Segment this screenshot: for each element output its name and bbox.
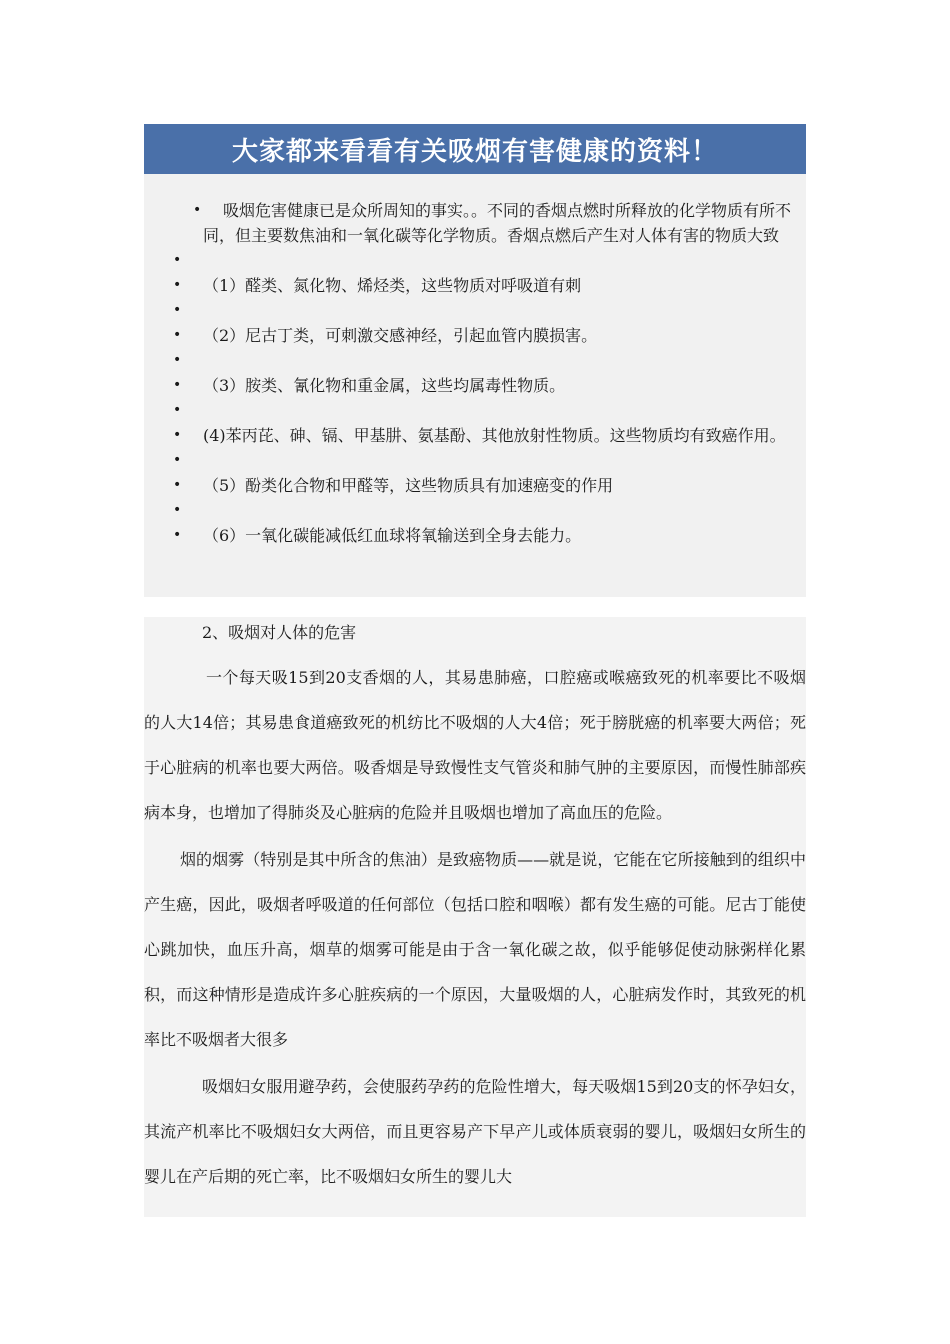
- list-item: • （3）胺类、氰化物和重金属，这些均属毒性物质。: [144, 373, 806, 398]
- list-item: [144, 498, 806, 523]
- list-item: • 吸烟危害健康已是众所周知的事实。。不同的香烟点燃时所释放的化学物质有所不同，但主要数焦油和一氧化碳等化学物质。香烟点燃后产生对人体有害的物质大致: [144, 198, 806, 248]
- list-item: [144, 398, 806, 423]
- title-banner: [144, 124, 806, 174]
- list-item: • （6）一氧化碳能减低红血球将氧输送到全身去能力。: [144, 523, 806, 548]
- list-item: • （1）醛类、氮化物、烯烃类，这些物质对呼吸道有刺: [144, 273, 806, 298]
- paragraph-cancer-risk: 一个每天吸15到20支香烟的人，其易患肺癌，口腔癌或喉癌致死的机率要比不吸烟的人大14倍；其易患食道癌致死的机纺比不吸烟的人大4倍；死于膀胱癌的机率要大两倍；死于心脏病的机率也要大两倍。吸香烟是导致慢性支气管炎和肺气肿的主要原因，而慢性肺部疾病本身，也增加了得肺炎及心脏病的危险并且吸烟也增加了高血压的危险。: [144, 668, 806, 822]
- section-heading: 2、吸烟对人体的危害: [202, 623, 357, 642]
- health-hazards-section: [144, 617, 806, 1199]
- page-title: 大家都来看看有关吸烟有害健康的资料！: [231, 136, 718, 167]
- list-item: • (4)苯丙芘、砷、镉、甲基肼、氨基酚、其他放射性物质。这些物质均有致癌作用。: [144, 423, 806, 448]
- list-item: • （2）尼古丁类，可刺激交感神经，引起血管内膜损害。: [144, 323, 806, 348]
- list-item: [144, 248, 806, 273]
- paragraph-women-smoking: 吸烟妇女服用避孕药，会使服药孕药的危险性增大，每天吸烟15到20支的怀孕妇女，其流产机率比不吸烟妇女大两倍，而且更容易产下早产儿或体质衰弱的婴儿，吸烟妇女所生的婴儿在产后期的死亡率，比不吸烟妇女所生的婴儿大: [144, 1077, 806, 1186]
- list-item: • （5）酚类化合物和甲醛等，这些物质具有加速癌变的作用: [144, 473, 806, 498]
- list-item: [144, 348, 806, 373]
- paragraph-tar-smoke: 烟的烟雾（特别是其中所含的焦油）是致癌物质——就是说，它能在它所接触到的组织中产生癌，因此，吸烟者呼吸道的任何部位（包括口腔和咽喉）都有发生癌的可能。尼古丁能使心跳加快，血压升高，烟草的烟雾可能是由于含一氧化碳之故，似乎能够促使动脉粥样化累积，而这种情形是造成许多心脏疾病的一个原因，大量吸烟的人，心脏病发作时，其致死的机率比不吸烟者大很多: [144, 850, 806, 1049]
- list-item: [144, 448, 806, 473]
- list-item: [144, 298, 806, 323]
- harmful-substances-list: [144, 198, 806, 548]
